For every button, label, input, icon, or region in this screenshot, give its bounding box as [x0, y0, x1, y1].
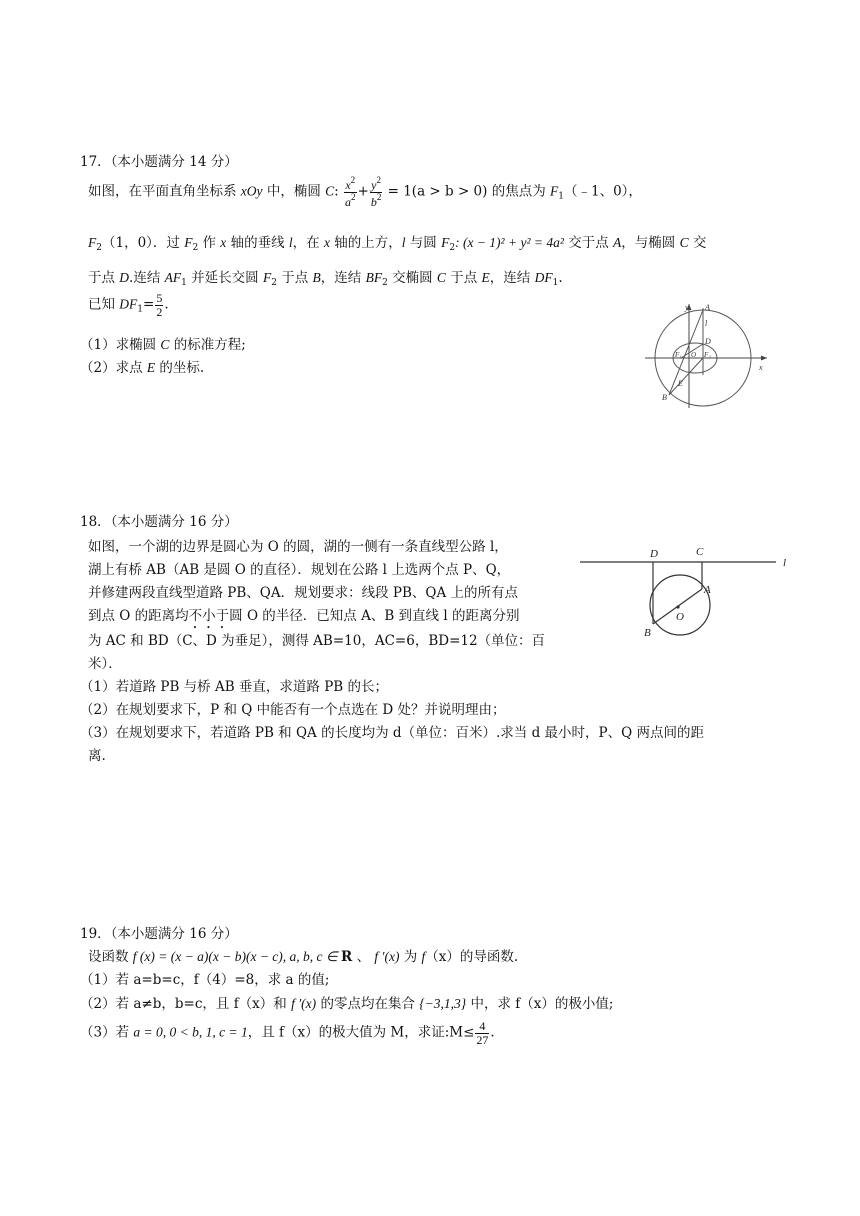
q17-fig-label-A: A — [705, 303, 710, 312]
q19-part-3: （3）若 a = 0, 0 < b, 1, c = 1，且 f（x）的极大值为 M，求证:M≤ $\frac{4}{27}$ . — [80, 1019, 495, 1047]
q17-line-2: $F_2(1$，0）．过 $F_2$ 作 x 轴的垂线 l，在 x 轴的上方，l 与圆 $F_2$: (x − 1)² + y² = 4a² 交于点 A，与椭圆 C 交 — [88, 235, 707, 253]
q18-part-3-cont: 离. — [88, 748, 106, 764]
q19-score: （本小题满分 16 分） — [110, 926, 238, 942]
q18-figure — [578, 540, 788, 640]
q18-fig-label-D: D — [650, 548, 658, 560]
q17-figure — [645, 300, 770, 410]
q17-frac-y2-b2: $\frac{y^2}{b^2}$ — [370, 175, 382, 209]
q18-line-5: 为 AC 和 BD（C、D 为垂足），测得 AB=10，AC=6，BD=12（单位：百 — [88, 633, 546, 649]
q17-fig-label-x: x — [759, 363, 763, 372]
q17-fig-label-E: E — [678, 379, 683, 388]
q19-header — [80, 922, 238, 942]
q19-part-2: （2）若 a≠b，b=c，且 f（x）和 f ′(x) 的零点均在集合 {−3,1,3} 中，求 f（x）的极小值; — [80, 996, 614, 1012]
q17-frac-x2-a2: $\frac{x^2}{a^2}$ — [345, 175, 356, 209]
q18-part-3: （3）在规划要求下，若道路 PB 和 QA 的长度均为 d（单位：百米）.求当 d 最小时，P、Q 两点间的距 — [80, 725, 704, 741]
q19-part-1: （1）若 a=b=c，f（4）=8，求 a 的值; — [80, 972, 330, 988]
q17-line-1: 如图，在平面直角坐标系 xOy 中，椭圆 C: $\frac{x^2}{a^2}$ + $\frac{y^2}{b^2}$ = 1(a > b > 0) 的焦点为 $F_1(﹣1$、0）， — [88, 175, 642, 209]
q17-fig-label-O: O — [691, 351, 697, 359]
q18-score: （本小题满分 16 分） — [110, 514, 238, 530]
q18-line-3: 并修建两段直线型道路 PB、QA．规划要求：线段 PB、QA 上的所有点 — [88, 585, 519, 601]
q18-fig-label-l: l — [783, 557, 787, 569]
q18-line-6: 米）． — [88, 656, 122, 672]
q17-fig-label-D: D — [705, 337, 711, 346]
q17-fig-label-B: B — [662, 393, 667, 402]
q18-part-2: （2）在规划要求下，P 和 Q 中能否有一个点选在 D 处？并说明理由； — [80, 702, 506, 718]
q17-line-3: 于点 D.连结 $AF_1$ 并延长交圆 $F_2$ 于点 B，连结 $BF_2$ 交椭圆 C 于点 E，连结 $DF_1$. — [88, 270, 563, 288]
q17-line-4: 已知 $DF_1=$ $\frac{5}{2}$ . — [88, 291, 169, 319]
q17-score: （本小题满分 14 分） — [110, 154, 238, 170]
q18-number: 18． — [80, 514, 111, 530]
q18-line-2: 湖上有桥 AB（AB 是圆 O 的直径）．规划在公路 l 上选两个点 P、Q， — [88, 562, 511, 578]
q19-line-1: 设函数 f (x) = (x − a)(x − b)(x − c), a, b, c ∈ R 、 f ′(x) 为 f（x）的导函数. — [88, 949, 519, 965]
q17-fig-label-l: l — [705, 319, 708, 328]
q18-fig-label-B: B — [644, 627, 651, 639]
q19-frac-4-27: $\frac{4}{27}$ — [476, 1019, 489, 1047]
q19-number: 19． — [80, 926, 111, 942]
q18-fig-label-O: O — [676, 611, 684, 623]
q17-part-1: （1）求椭圆 C 的标准方程; — [80, 337, 246, 353]
q18-header — [80, 510, 238, 530]
q17-fig-label-F1: F₁ — [675, 351, 682, 359]
q17-fig-label-y: y — [685, 303, 689, 312]
q18-part-1: （1）若道路 PB 与桥 AB 垂直，求道路 PB 的长； — [80, 679, 389, 695]
q18-line-4: 到点 O 的距离均不小于圆 O 的半径．已知点 A、B 到直线 l 的距离分别 — [88, 608, 520, 624]
q18-fig-label-C: C — [696, 546, 704, 558]
q17-part-2: （2）求点 E 的坐标. — [80, 360, 205, 376]
q17-frac-5-2: $\frac{5}{2}$ — [156, 291, 163, 319]
q18-emphasis: 不小于 — [188, 608, 230, 624]
q17-number: 17． — [80, 154, 111, 170]
q17-header — [80, 150, 238, 170]
q18-line-1: 如图，一个湖的边界是圆心为 O 的圆，湖的一侧有一条直线型公路 l， — [88, 539, 508, 555]
q17-fig-label-F2: F₂ — [704, 351, 711, 359]
q18-fig-label-A: A — [704, 584, 711, 596]
